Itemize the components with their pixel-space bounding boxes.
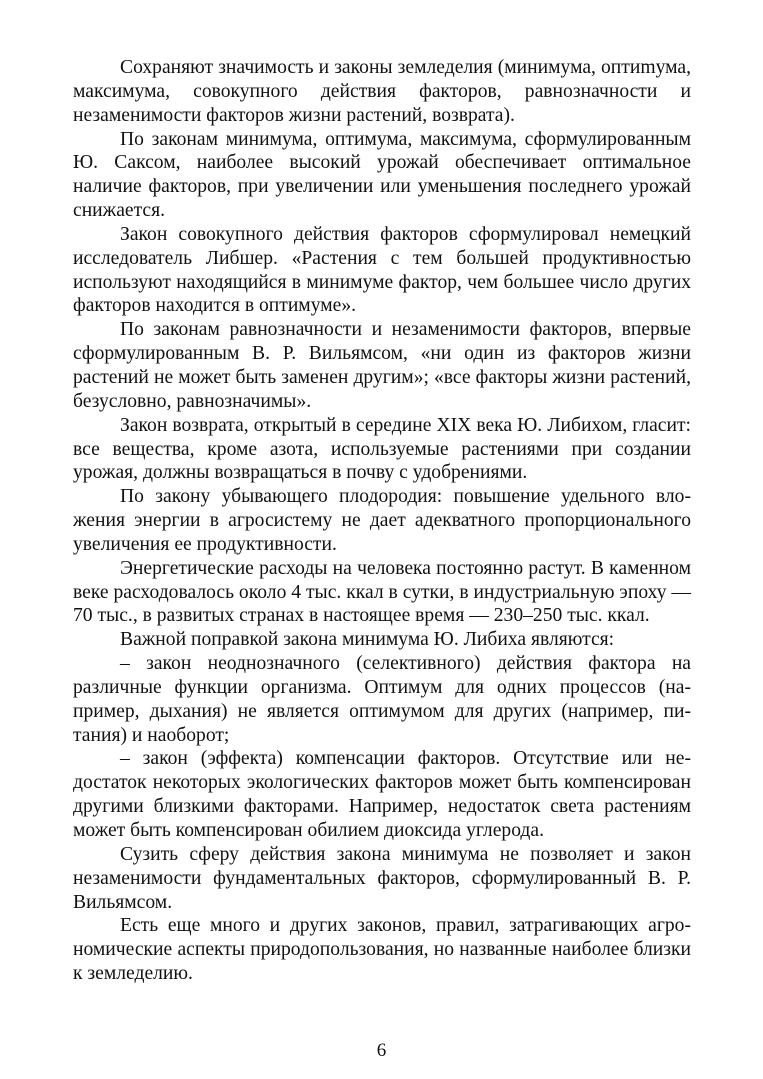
paragraph: Закон совокупного действия факторов сформулировал немецкий исследователь Либшер. «Растения с тем большей продуктивностью используют находящийся в минимуме фактор, чем большее число других факторов находится в оптимуме». xyxy=(73,223,691,317)
paragraph: Закон возврата, открытый в середине XIX века Ю. Либихом, гласит: все вещества, кроме азота, используемые растениями при создании урожая, должны возвращаться в почву с удобрениями. xyxy=(73,414,691,484)
paragraph: По законам равнозначности и незаменимости факторов, впервые сформулированным В. Р. Вильямсом, «ни один из факторов жизни растений не может быть заменен другим»; «все факторы жизни растений, безусловно, равнозначимы». xyxy=(73,319,691,412)
page-body xyxy=(73,56,691,986)
list-item: – закон (эффекта) компенсации факторов. Отсутствие или недостаток некоторых экологических факторов может быть компенсирован другими близкими факторами. Например, недостаток света растениям может быть компенсирован обилием диоксида углерода. xyxy=(73,748,691,841)
paragraph: Сузить сферу действия закона минимума не позволяет и закон незаменимости фундаментальных факторов, сформулированный В. Р. Вильямсом. xyxy=(73,843,691,913)
paragraph: По законам минимума, оптимума, максимума, сформулированным Ю. Саксом, наиболее высокий урожай обеспечивает оптимальное наличие факторов, при увеличении или уменьшения последнего урожай снижается. xyxy=(73,128,691,222)
paragraph: Есть еще много и других законов, правил, затрагивающих агрономические аспекты природопользования, но названные наиболее близки к земледелию. xyxy=(73,915,691,985)
list-item: – закон неоднозначного (селективного) действия фактора на различные функции организма. Оптимум для одних процессов (например, дыхания) не является оптимумом для других (например, питания) и наоборот; xyxy=(73,653,691,746)
page-number: 6 xyxy=(376,1040,387,1061)
paragraph: Сохраняют значимость и законы земледелия (минимума, оптиmума, максимума, совокупного действия факторов, равнозначности и незаменимости факторов жизни растений, возврата). xyxy=(73,57,691,126)
paragraph: Энергетические расходы на человека постоянно растут. В каменном веке расходовалось около 4 тыс. ккал в сутки, в индустриальную эпоху — 70 тыс., в развитых странах в настоящее время — 230–250 тыс. ккал. xyxy=(73,557,691,627)
paragraph: Важной поправкой закона минимума Ю. Либиха являются: xyxy=(120,629,615,651)
paragraph: По закону убывающего плодородия: повышение удельного вложения энергии в агросистему не дает адекватного пропорционального увеличения ее продуктивности. xyxy=(73,486,691,555)
